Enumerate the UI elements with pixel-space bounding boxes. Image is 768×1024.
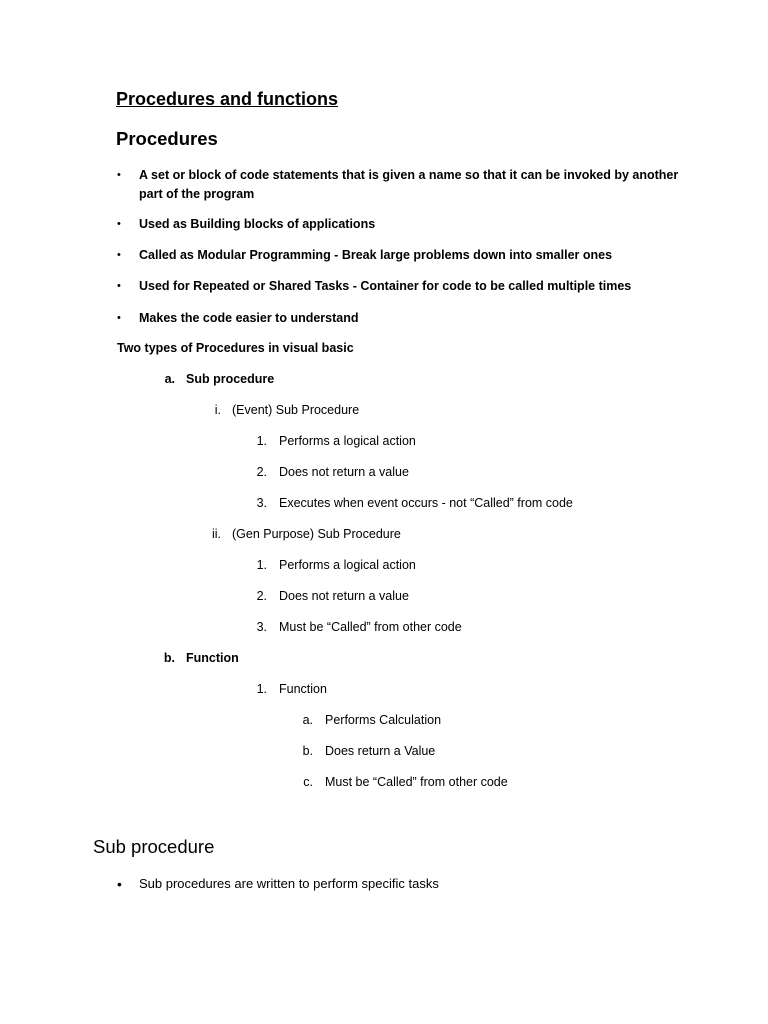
- outline-item-sub-procedure: Sub procedure: [186, 372, 275, 386]
- outline-item: Does not return a value: [279, 589, 409, 603]
- bullet-text: Used for Repeated or Shared Tasks - Container for code to be called multiple times: [139, 279, 632, 293]
- outline-item: Performs Calculation: [325, 713, 442, 727]
- bullet-symbol: •: [117, 312, 121, 324]
- bullet-text: Called as Modular Programming - Break large problems down into smaller ones: [139, 248, 613, 262]
- section-heading-procedures: Procedures: [116, 128, 218, 149]
- bullet-symbol: •: [117, 280, 121, 292]
- outline-item: Function: [279, 682, 327, 696]
- outline-marker: b.: [302, 744, 313, 758]
- outline-item-event-sub-procedure: (Event) Sub Procedure: [232, 403, 360, 417]
- outline-marker: 1.: [256, 558, 267, 572]
- outline-marker: i.: [214, 403, 221, 417]
- outline-marker: 1.: [256, 434, 267, 448]
- outline-marker: 2.: [256, 589, 267, 603]
- section-heading-sub-procedure: Sub procedure: [93, 836, 215, 857]
- types-intro: Two types of Procedures in visual basic: [117, 341, 354, 355]
- outline-item-function: Function: [186, 651, 239, 665]
- outline-item: Must be “Called” from other code: [279, 620, 462, 634]
- bullet-text: Makes the code easier to understand: [139, 311, 359, 325]
- outline-marker: 3.: [256, 620, 267, 634]
- outline-item: Does return a Value: [325, 744, 436, 758]
- bullet-text: A set or block of code statements that is given a name so that it can be invoked by another: [139, 168, 679, 182]
- bullet-symbol: •: [117, 169, 121, 181]
- outline-item: Does not return a value: [279, 465, 409, 479]
- bullet-symbol: •: [117, 218, 121, 230]
- outline-marker: 2.: [256, 465, 267, 479]
- outline-item: Performs a logical action: [279, 558, 416, 572]
- outline-marker: a.: [302, 713, 313, 727]
- bullet-text: Used as Building blocks of applications: [139, 217, 376, 231]
- outline-marker: 3.: [256, 496, 267, 510]
- outline-marker: a.: [164, 372, 175, 386]
- outline-marker: 1.: [256, 682, 267, 696]
- bullet-symbol: •: [117, 876, 122, 892]
- document-title: Procedures and functions: [116, 89, 339, 109]
- outline-item: Performs a logical action: [279, 434, 416, 448]
- bullet-symbol: •: [117, 249, 121, 261]
- outline-marker: c.: [303, 775, 313, 789]
- outline-marker: b.: [163, 651, 175, 665]
- outline-item: Executes when event occurs - not “Called” from code: [279, 496, 573, 510]
- outline-item-gen-purpose-sub-procedure: (Gen Purpose) Sub Procedure: [232, 527, 401, 541]
- bullet-text-continued: part of the program: [139, 187, 255, 201]
- outline-marker: ii.: [211, 527, 221, 541]
- outline-item: Must be “Called” from other code: [325, 775, 508, 789]
- bullet-text: Sub procedures are written to perform specific tasks: [139, 876, 439, 891]
